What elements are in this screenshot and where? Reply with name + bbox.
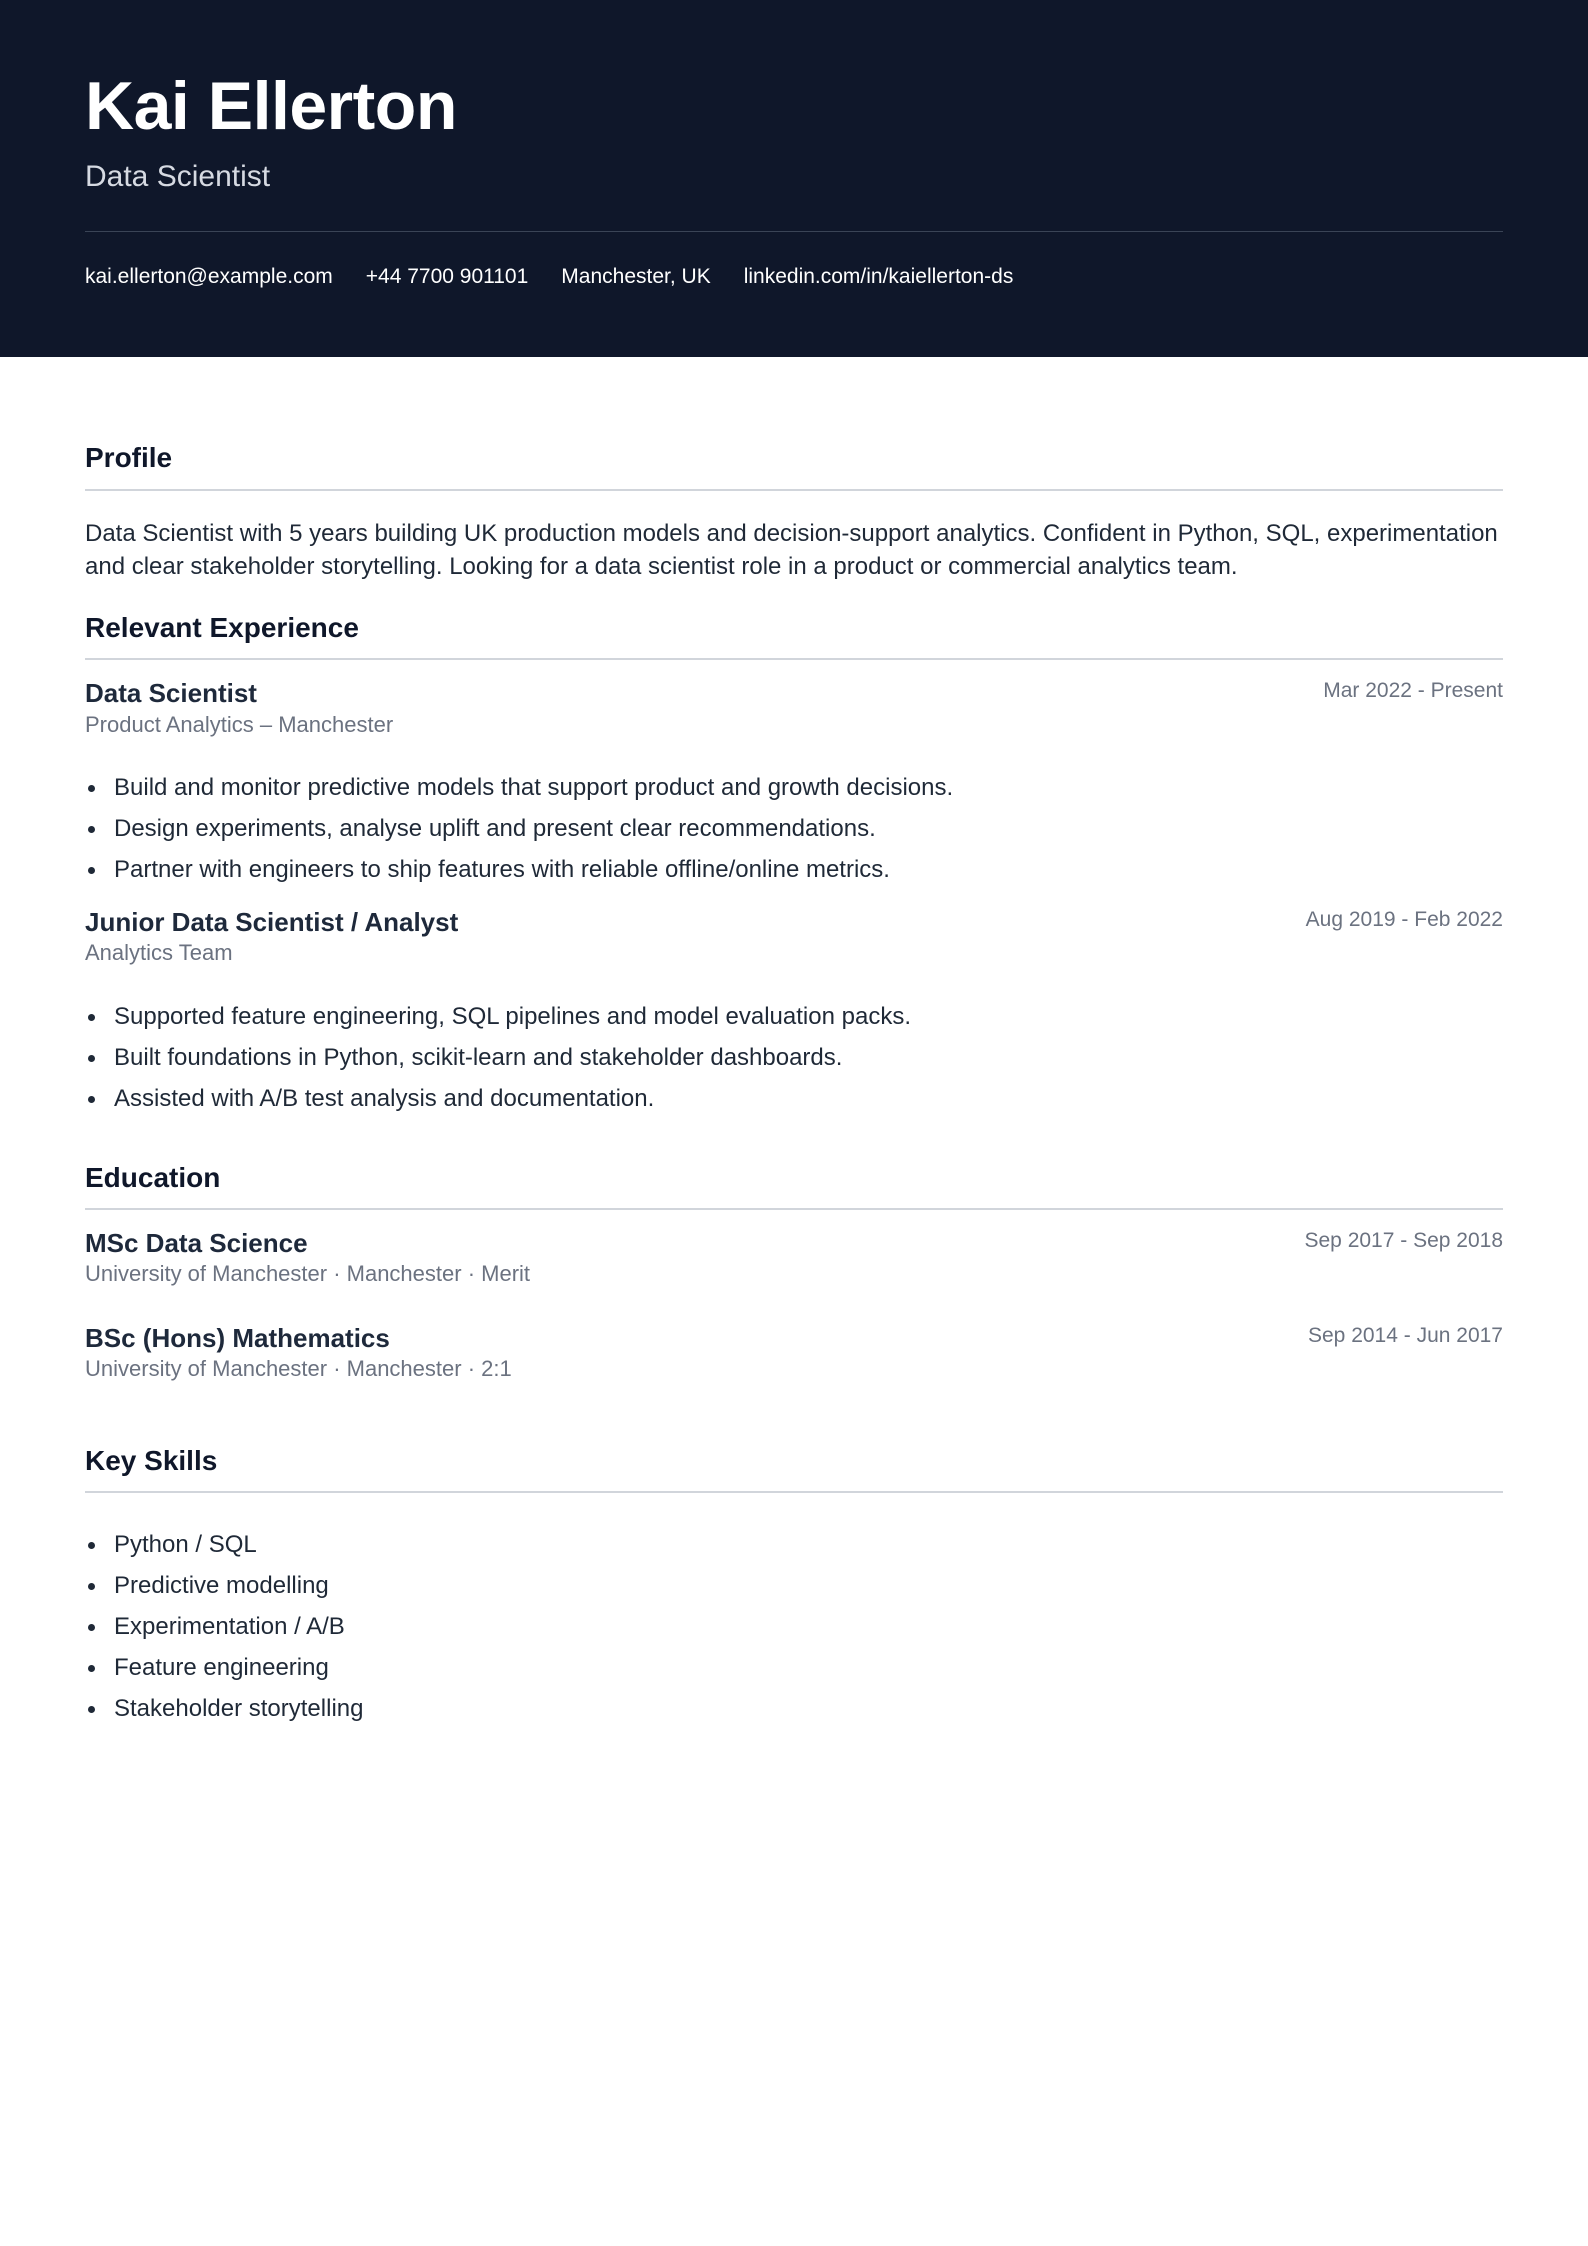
job-dates: Mar 2022 - Present (1323, 679, 1503, 702)
skills-list (85, 1524, 1503, 1729)
job-company: Product Analytics – Manchester (85, 712, 394, 737)
contact-email[interactable]: kai.ellerton@example.com (85, 265, 333, 288)
job-company: Analytics Team (85, 940, 233, 965)
list-item: Experimentation / A/B (85, 1606, 1503, 1647)
resume-header (0, 0, 1588, 357)
list-item: Python / SQL (85, 1524, 1503, 1565)
profile-heading: Profile (85, 442, 173, 473)
contact-phone[interactable]: +44 7700 901101 (365, 265, 529, 288)
contact-list (85, 262, 1013, 292)
experience-divider (85, 658, 1503, 660)
profile-divider (85, 489, 1503, 491)
candidate-name: Kai Ellerton (85, 68, 457, 144)
list-item: Partner with engineers to ship features with reliable offline/online metrics. (85, 849, 1503, 890)
degree-dates: Sep 2017 - Sep 2018 (1304, 1229, 1503, 1252)
job-dates: Aug 2019 - Feb 2022 (1305, 908, 1503, 931)
degree-dates: Sep 2014 - Jun 2017 (1308, 1324, 1503, 1347)
list-item: Stakeholder storytelling (85, 1688, 1503, 1729)
list-item: Built foundations in Python, scikit-learn and stakeholder dashboards. (85, 1037, 1503, 1078)
degree-institution: University of Manchester · Manchester · Merit (85, 1261, 531, 1286)
profile-summary: Data Scientist with 5 years building UK production models and decision-support analytics. Confident in Python, SQL, experimentation and clear stakeholder storytelling. Looking for a data scientist role in a product or commercial analytics team. (85, 520, 1498, 580)
education-heading: Education (85, 1162, 221, 1193)
list-item: Assisted with A/B test analysis and documentation. (85, 1078, 1503, 1119)
education-divider (85, 1208, 1503, 1210)
list-item: Design experiments, analyse uplift and present clear recommendations. (85, 808, 1503, 849)
list-item: Supported feature engineering, SQL pipelines and model evaluation packs. (85, 996, 1503, 1037)
degree-institution: University of Manchester · Manchester · 2:1 (85, 1356, 512, 1381)
skills-divider (85, 1491, 1503, 1493)
skills-heading: Key Skills (85, 1445, 218, 1476)
list-item: Build and monitor predictive models that support product and growth decisions. (85, 767, 1503, 808)
job-bullet-list (85, 996, 1503, 1119)
job-title: Data Scientist (85, 678, 257, 708)
contact-linkedin[interactable]: linkedin.com/in/kaiellerton-ds (743, 265, 1014, 288)
degree-title: MSc Data Science (85, 1228, 308, 1258)
degree-title: BSc (Hons) Mathematics (85, 1323, 390, 1353)
job-title: Junior Data Scientist / Analyst (85, 907, 459, 937)
contact-location: Manchester, UK (561, 265, 711, 288)
list-item: Predictive modelling (85, 1565, 1503, 1606)
list-item: Feature engineering (85, 1647, 1503, 1688)
header-divider (85, 231, 1503, 232)
candidate-role: Data Scientist (85, 160, 271, 193)
job-bullet-list (85, 767, 1503, 890)
experience-heading: Relevant Experience (85, 612, 359, 643)
